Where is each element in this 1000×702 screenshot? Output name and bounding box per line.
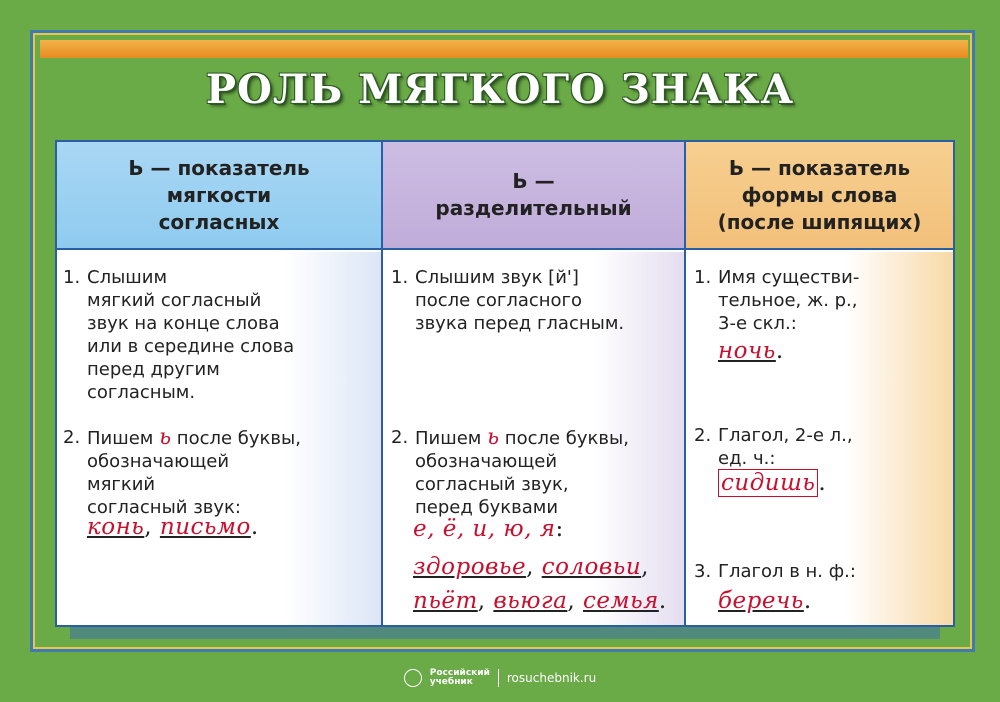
rules-table [55,140,955,627]
rule-text: Глагол, 2-е л., ед. ч.: [718,425,853,469]
example-word: здоровье [413,554,527,580]
column-softness [57,142,383,625]
column-body [686,252,953,625]
rule-item [694,560,944,586]
examples-line: пьёт, вьюга, семья. [413,588,667,614]
column-header: Ь — разделительный [383,142,684,250]
soft-sign-letter: ь [159,425,172,450]
rule-number: 3. [694,561,712,582]
publisher-footer [0,666,1000,690]
rule-number: 1. [694,267,712,288]
vowel-letters: е, ё, и, ю, я [413,516,556,542]
example-word: конь [87,514,145,540]
rule-text: Глагол в н. ф.: [718,561,856,582]
rule-number: 1. [63,267,81,288]
rule-text: Имя существи- тельное, ж. р., 3-е скл.: [718,267,860,334]
example-word: вьюга [493,588,568,614]
examples-line: ночь. [718,338,784,364]
rule-number: 2. [694,425,712,446]
rule-number: 2. [391,427,409,448]
soft-sign-letter: ь [487,425,500,450]
example-word: беречь [718,588,804,614]
top-accent-strip [40,40,968,58]
table-shadow [70,627,940,639]
rule-number: 1. [391,267,409,288]
publisher-site: rosuchebnik.ru [506,671,597,685]
example-word: пьёт [413,588,478,614]
examples-line: беречь. [718,588,812,614]
example-word: сидишь [718,469,818,497]
column-word-form [686,142,953,625]
poster-title: РОЛЬ МЯГКОГО ЗНАКА [205,66,795,113]
rule-item [694,424,944,474]
column-separating [383,142,686,625]
rule-text: Пишем ь после буквы, обозначающей согласный звук, перед буквами [415,425,629,518]
rule-item [694,266,944,341]
rule-text: Пишем ь после буквы, обозначающей мягкий согласный звук: [87,425,301,518]
rule-item [391,266,676,341]
example-word: семья [583,588,659,614]
example-word: соловьи [541,554,642,580]
publisher-logo-icon [404,669,422,687]
rule-item [63,426,363,526]
column-header: Ь — показатель мягкости согласных [57,142,381,250]
rule-item [63,266,363,406]
rule-number: 2. [63,427,81,448]
examples-line: сидишь . [718,470,826,496]
footer-divider [498,669,499,687]
column-body [57,252,381,625]
column-header: Ь — показатель формы слова (после шипящих) [686,142,953,250]
rule-text: Слышим звук [й'] после согласного звука перед гласным. [415,267,625,334]
examples-line: конь, письмо. [87,514,259,540]
vowels-line: е, ё, и, ю, я: [413,516,564,542]
publisher-name: Российский учебник [429,668,490,687]
rule-item [391,426,676,526]
rule-text: Слышим мягкий согласный звук на конце слова или в середине слова перед другим согласным. [87,267,295,403]
column-body [383,252,684,625]
example-word: ночь [718,338,776,364]
examples-line: здоровье, соловьи, [413,554,649,580]
example-word: письмо [159,514,251,540]
